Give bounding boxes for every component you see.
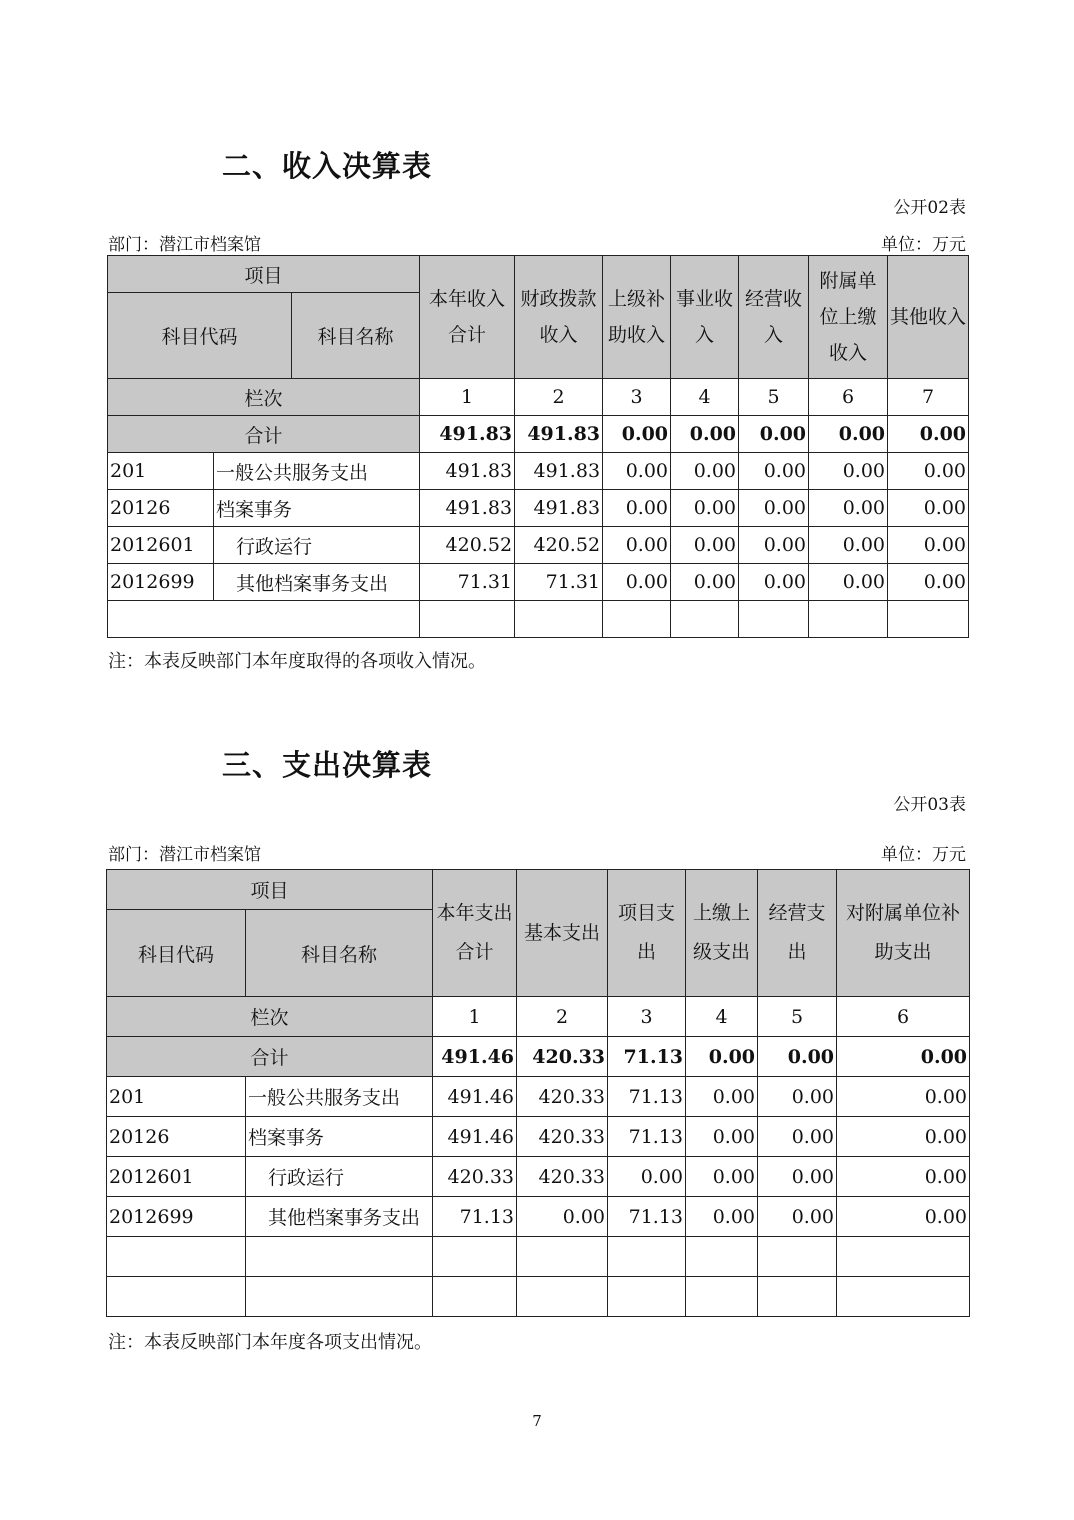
row-code: 2012699 <box>108 564 214 601</box>
col-num: 3 <box>608 997 686 1037</box>
income-dept: 部门：潜江市档案馆 <box>108 235 261 255</box>
row-value: 0.00 <box>758 1157 837 1197</box>
row-value: 420.33 <box>517 1077 608 1117</box>
row-value: 0.00 <box>809 490 888 527</box>
row-code: 201 <box>107 1077 246 1117</box>
row-value: 71.31 <box>420 564 515 601</box>
row-value: 71.13 <box>433 1197 517 1237</box>
page-number: 7 <box>532 1412 542 1430</box>
row-value: 0.00 <box>671 453 739 490</box>
header-lanci: 栏次 <box>108 379 420 416</box>
row-value: 0.00 <box>517 1197 608 1237</box>
total-value: 0.00 <box>758 1037 837 1077</box>
row-value: 0.00 <box>888 564 969 601</box>
empty-row <box>107 1237 970 1277</box>
income-table <box>107 255 969 638</box>
total-value: 491.46 <box>433 1037 517 1077</box>
row-value: 0.00 <box>739 490 809 527</box>
row-code: 2012601 <box>107 1157 246 1197</box>
row-value: 0.00 <box>603 527 671 564</box>
total-value: 0.00 <box>809 416 888 453</box>
row-value: 491.46 <box>433 1077 517 1117</box>
row-value: 491.46 <box>433 1117 517 1157</box>
total-row <box>107 1037 970 1077</box>
empty-row <box>107 1277 970 1317</box>
expense-table <box>106 869 970 1317</box>
income-note: 注：本表反映部门本年度取得的各项收入情况。 <box>108 651 486 672</box>
row-value: 420.52 <box>420 527 515 564</box>
row-value: 0.00 <box>739 527 809 564</box>
row-value: 71.31 <box>515 564 603 601</box>
row-name: 其他档案事务支出 <box>214 564 420 601</box>
header-col-1: 本年支出合计 <box>433 870 517 997</box>
total-value: 0.00 <box>837 1037 970 1077</box>
header-name: 科目名称 <box>292 293 420 379</box>
header-col-5: 经营收入 <box>739 256 809 379</box>
row-value: 0.00 <box>837 1077 970 1117</box>
header-col-3: 项目支出 <box>608 870 686 997</box>
header-col-2: 财政拨款收入 <box>515 256 603 379</box>
row-value: 71.13 <box>608 1197 686 1237</box>
row-value: 0.00 <box>837 1117 970 1157</box>
row-value: 0.00 <box>603 490 671 527</box>
row-value: 0.00 <box>888 490 969 527</box>
header-col-4: 事业收入 <box>671 256 739 379</box>
col-num: 1 <box>433 997 517 1037</box>
col-num: 6 <box>837 997 970 1037</box>
col-num: 4 <box>686 997 758 1037</box>
expense-title: 三、支出决算表 <box>222 748 433 782</box>
row-value: 0.00 <box>608 1157 686 1197</box>
total-value: 0.00 <box>739 416 809 453</box>
row-value: 0.00 <box>686 1197 758 1237</box>
row-name: 档案事务 <box>246 1117 433 1157</box>
total-value: 491.83 <box>420 416 515 453</box>
row-value: 491.83 <box>420 490 515 527</box>
table-row <box>107 1157 970 1197</box>
row-name: 其他档案事务支出 <box>246 1197 433 1237</box>
row-value: 0.00 <box>739 564 809 601</box>
income-unit: 单位：万元 <box>881 235 966 255</box>
row-value: 420.33 <box>517 1117 608 1157</box>
row-value: 0.00 <box>671 527 739 564</box>
table-row <box>107 1197 970 1237</box>
expense-form-no: 公开03表 <box>893 795 966 815</box>
col-num: 5 <box>758 997 837 1037</box>
table-row <box>107 1117 970 1157</box>
row-value: 0.00 <box>837 1157 970 1197</box>
row-name: 档案事务 <box>214 490 420 527</box>
row-value: 0.00 <box>686 1117 758 1157</box>
row-code: 2012699 <box>107 1197 246 1237</box>
row-value: 420.52 <box>515 527 603 564</box>
row-value: 71.13 <box>608 1077 686 1117</box>
table-row <box>108 527 969 564</box>
total-value: 0.00 <box>686 1037 758 1077</box>
row-value: 0.00 <box>758 1197 837 1237</box>
row-value: 0.00 <box>671 564 739 601</box>
header-col-2: 基本支出 <box>517 870 608 997</box>
row-code: 201 <box>108 453 214 490</box>
total-value: 0.00 <box>603 416 671 453</box>
row-value: 0.00 <box>671 490 739 527</box>
row-value: 420.33 <box>517 1157 608 1197</box>
row-code: 2012601 <box>108 527 214 564</box>
header-col-1: 本年收入合计 <box>420 256 515 379</box>
row-value: 0.00 <box>888 453 969 490</box>
col-num: 3 <box>603 379 671 416</box>
row-value: 491.83 <box>420 453 515 490</box>
header-item: 项目 <box>107 870 433 910</box>
row-name: 行政运行 <box>246 1157 433 1197</box>
total-value: 420.33 <box>517 1037 608 1077</box>
row-code: 20126 <box>107 1117 246 1157</box>
expense-dept: 部门：潜江市档案馆 <box>108 845 261 865</box>
col-num: 6 <box>809 379 888 416</box>
row-value: 0.00 <box>837 1197 970 1237</box>
col-num: 5 <box>739 379 809 416</box>
header-col-3: 上级补助收入 <box>603 256 671 379</box>
header-item: 项目 <box>108 256 420 293</box>
total-label: 合计 <box>108 416 420 453</box>
row-value: 491.83 <box>515 490 603 527</box>
col-num: 1 <box>420 379 515 416</box>
row-value: 71.13 <box>608 1117 686 1157</box>
row-value: 0.00 <box>739 453 809 490</box>
total-value: 491.83 <box>515 416 603 453</box>
total-row <box>108 416 969 453</box>
header-col-6: 对附属单位补助支出 <box>837 870 970 997</box>
total-value: 0.00 <box>888 416 969 453</box>
table-row <box>108 453 969 490</box>
row-value: 0.00 <box>888 527 969 564</box>
income-form-no: 公开02表 <box>893 198 966 218</box>
header-col-4: 上缴上级支出 <box>686 870 758 997</box>
row-value: 0.00 <box>809 453 888 490</box>
col-num: 2 <box>515 379 603 416</box>
row-value: 0.00 <box>603 453 671 490</box>
header-lanci: 栏次 <box>107 997 433 1037</box>
table-row <box>108 490 969 527</box>
empty-row <box>108 601 969 638</box>
row-name: 一般公共服务支出 <box>214 453 420 490</box>
total-label: 合计 <box>107 1037 433 1077</box>
header-code: 科目代码 <box>108 293 292 379</box>
table-row <box>108 564 969 601</box>
header-col-6: 附属单位上缴收入 <box>809 256 888 379</box>
header-col-5: 经营支出 <box>758 870 837 997</box>
header-name: 科目名称 <box>246 910 433 997</box>
row-value: 491.83 <box>515 453 603 490</box>
income-title: 二、收入决算表 <box>222 149 433 183</box>
row-code: 20126 <box>108 490 214 527</box>
row-name: 一般公共服务支出 <box>246 1077 433 1117</box>
row-value: 0.00 <box>686 1157 758 1197</box>
row-value: 0.00 <box>758 1117 837 1157</box>
col-num: 2 <box>517 997 608 1037</box>
expense-unit: 单位：万元 <box>881 845 966 865</box>
table-row <box>107 1077 970 1117</box>
row-value: 0.00 <box>758 1077 837 1117</box>
row-value: 420.33 <box>433 1157 517 1197</box>
row-value: 0.00 <box>809 564 888 601</box>
total-value: 71.13 <box>608 1037 686 1077</box>
header-col-7: 其他收入 <box>888 256 969 379</box>
row-value: 0.00 <box>809 527 888 564</box>
total-value: 0.00 <box>671 416 739 453</box>
row-value: 0.00 <box>686 1077 758 1117</box>
expense-note: 注：本表反映部门本年度各项支出情况。 <box>108 1332 432 1353</box>
col-num: 4 <box>671 379 739 416</box>
row-name: 行政运行 <box>214 527 420 564</box>
row-value: 0.00 <box>603 564 671 601</box>
header-code: 科目代码 <box>107 910 246 997</box>
col-num: 7 <box>888 379 969 416</box>
